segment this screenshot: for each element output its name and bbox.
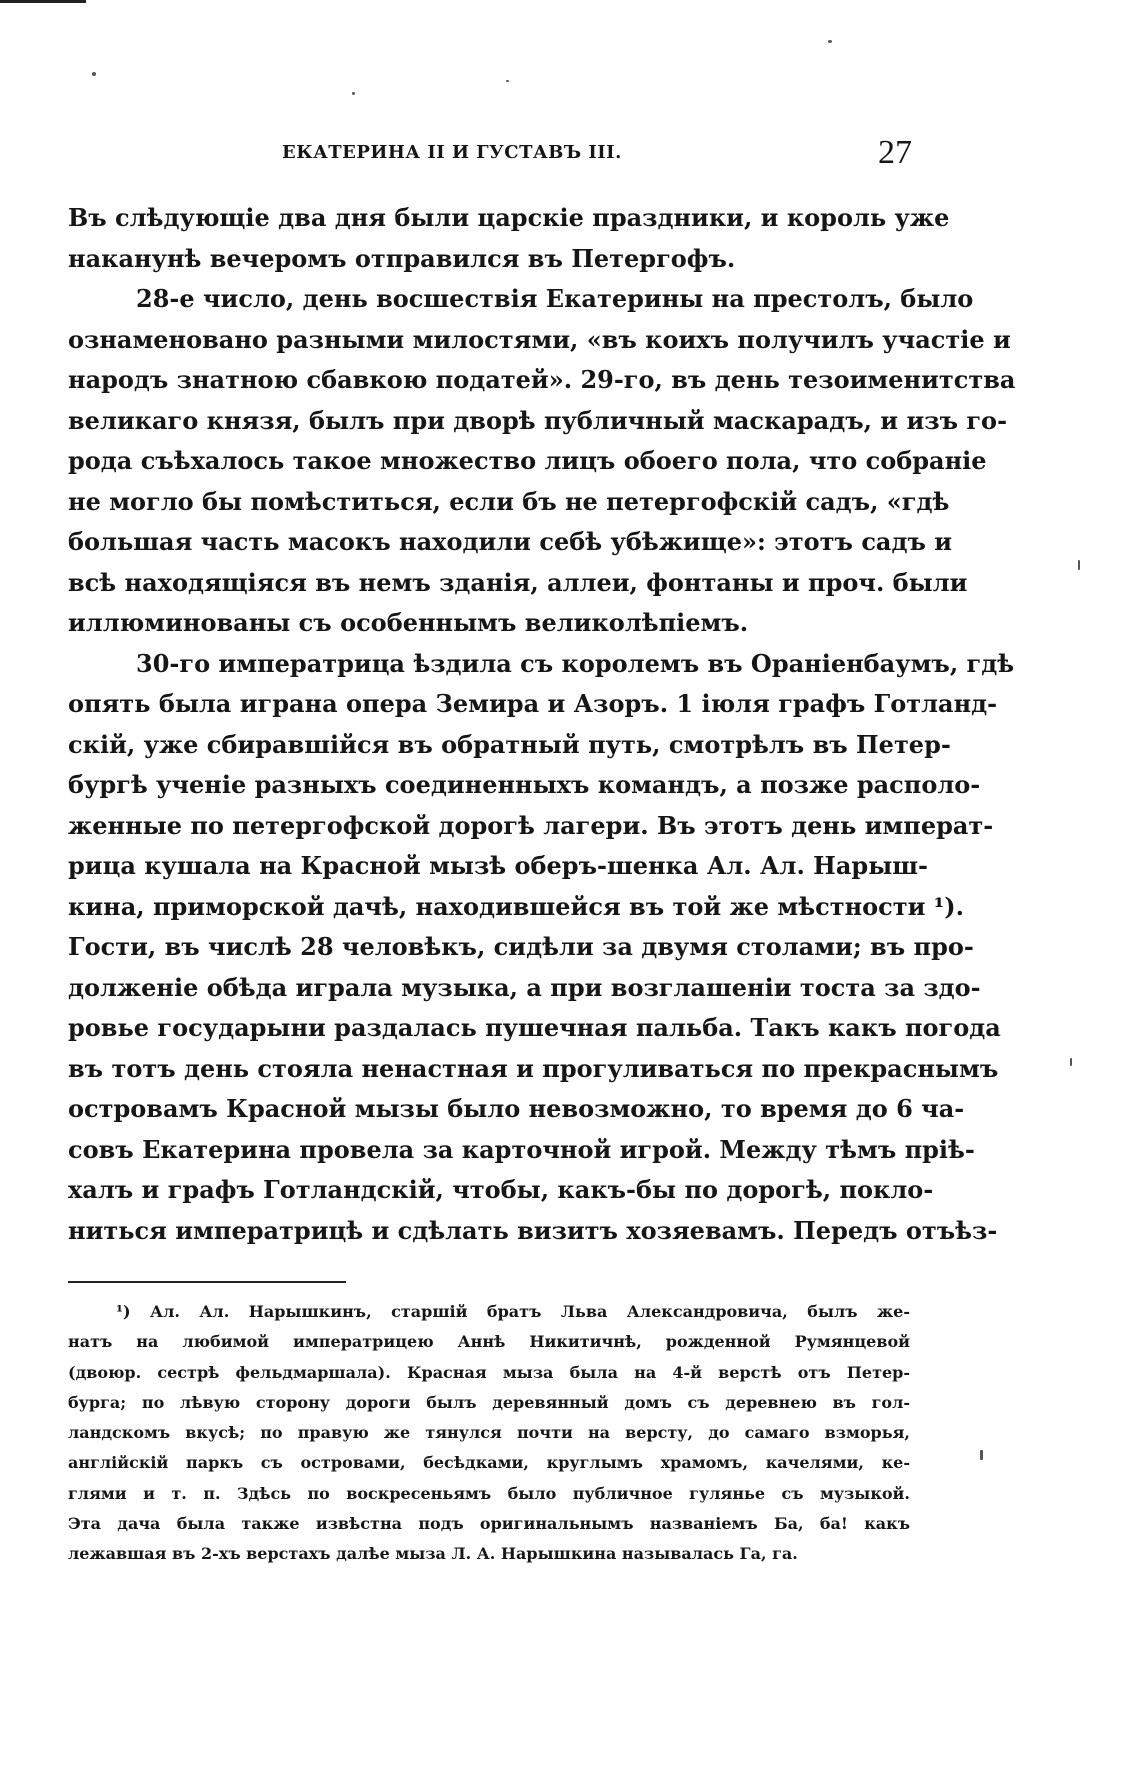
text-line: наканунѣ вечеромъ отправился въ Петергофъ.	[68, 243, 736, 273]
text-line: рода съѣхалось такое множество лицъ обоего пола, что собраніе	[68, 446, 987, 475]
footnote-line: лежавшая въ 2-хъ верстахъ далѣе мыза Л. А. Нарышкина называлась Га, га.	[68, 1544, 798, 1564]
scan-speck	[506, 80, 509, 82]
page-header	[282, 136, 912, 176]
text-line: 28-е число, день восшествія Екатерины на престолъ, было	[136, 284, 974, 313]
footnote-separator	[68, 1281, 346, 1283]
scan-speck	[1078, 560, 1080, 570]
text-line: Въ слѣдующіе два дня были царскіе праздники, и король уже	[68, 203, 950, 232]
text-line: народъ знатною сбавкою податей». 29-го, въ день тезоименитства	[68, 365, 1016, 394]
top-edge-rule	[0, 0, 86, 3]
footnote-line: ландскомъ вкусѣ; по правую же тянулся почти на версту, до самаго взморья,	[68, 1423, 910, 1443]
scan-speck	[980, 1450, 983, 1460]
text-line: островамъ Красной мызы было невозможно, то время до 6 ча-	[68, 1094, 965, 1123]
text-line: великаго князя, былъ при дворѣ публичный маскарадъ, и изъ го-	[68, 405, 1008, 435]
running-title: ЕКАТЕРИНА II И ГУСТАВЪ III.	[282, 142, 622, 163]
text-line: бургѣ ученіе разныхъ соединенныхъ командъ, а позже располо-	[68, 770, 981, 799]
text-line: кина, приморской дачѣ, находившейся въ той же мѣстности ¹).	[68, 891, 965, 921]
text-line: скій, уже сбиравшійся въ обратный путь, смотрѣлъ въ Петер-	[68, 729, 951, 759]
text-line: иллюминованы съ особеннымъ великолѣпіемъ.	[68, 608, 749, 637]
text-line: всѣ находящіяся въ немъ зданія, аллеи, фонтаны и проч. были	[68, 567, 968, 597]
text-line: совъ Екатерина провела за карточной игрой. Между тѣмъ пріѣ-	[68, 1134, 975, 1164]
footnote-line: (двоюр. сестрѣ фельдмаршала). Красная мыза была на 4-й верстѣ отъ Петер-	[68, 1362, 910, 1382]
text-line: опять была играна опера Земира и Азоръ. 1 іюля графъ Готланд-	[68, 689, 998, 718]
page-number: 27	[878, 134, 912, 171]
text-line: женные по петергофской дорогѣ лагери. Въ этотъ день императ-	[68, 810, 994, 840]
text-line: не могло бы помѣститься, если бъ не петергофскій садъ, «гдѣ	[68, 486, 950, 516]
text-line: долженіе обѣда играла музыка, а при возглашеніи тоста за здо-	[68, 972, 981, 1002]
footnote-line: бурга; по лѣвую сторону дороги былъ деревянный домъ съ деревнею въ гол-	[68, 1392, 910, 1412]
footnote-line: ¹) Ал. Ал. Нарышкинъ, старшій братъ Льва Александровича, былъ же-	[116, 1302, 910, 1321]
text-line: 30-го императрица ѣздила съ королемъ въ Ораніенбаумъ, гдѣ	[136, 648, 1015, 678]
scan-speck	[1070, 1058, 1072, 1066]
footnote-line: англійскій паркъ съ островами, бесѣдками, круглымъ храмомъ, качелями, ке-	[68, 1453, 910, 1473]
text-line: Гости, въ числѣ 28 человѣкъ, сидѣли за двумя столами; въ про-	[68, 932, 974, 961]
text-line: рица кушала на Красной мызѣ оберъ-шенка Ал. Ал. Нарыш-	[68, 851, 929, 880]
footnote-line: глями и т. п. Здѣсь по воскресеньямъ было публичное гулянье съ музыкой.	[68, 1483, 910, 1503]
footnote-line: Эта дача была также извѣстна подъ оригинальнымъ названіемъ Ба, ба! какъ	[68, 1514, 910, 1534]
main-text	[68, 198, 1016, 1251]
text-line: ровье государыни раздалась пушечная пальба. Такъ какъ погода	[68, 1013, 1001, 1042]
scan-speck	[828, 40, 832, 43]
footnote	[68, 1297, 910, 1570]
text-line: ниться императрицѣ и сдѣлать визитъ хозяевамъ. Передъ отъѣз-	[68, 1215, 998, 1245]
text-line: въ тотъ день стояла ненастная и прогуливаться по прекраснымъ	[68, 1053, 999, 1083]
scan-speck	[92, 72, 96, 76]
text-line: халъ и графъ Готландскій, чтобы, какъ-бы по дорогѣ, покло-	[68, 1175, 934, 1204]
text-line: ознаменовано разными милостями, «въ коихъ получилъ участіе и	[68, 324, 1011, 354]
text-line: большая часть масокъ находили себѣ убѣжище»: этотъ садъ и	[68, 527, 953, 556]
footnote-line: натъ на любимой императрицею Аннѣ Никитичнѣ, рожденной Румянцевой	[68, 1332, 910, 1352]
scan-speck	[352, 92, 355, 95]
